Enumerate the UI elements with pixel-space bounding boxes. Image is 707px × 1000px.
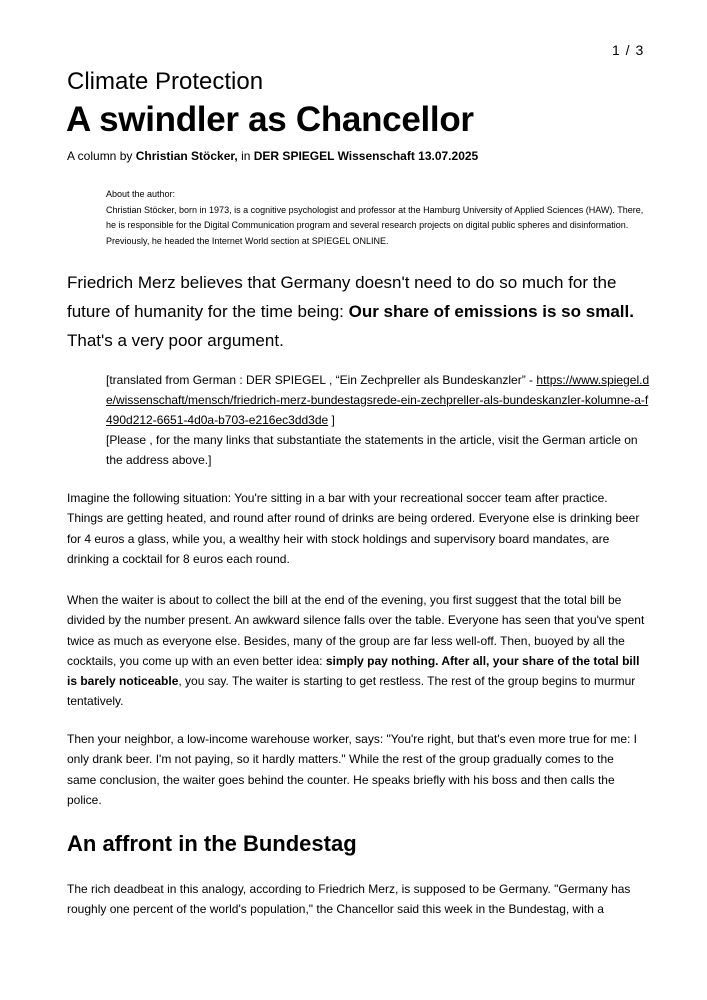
byline-connector: in: [237, 149, 254, 163]
paragraph-analogy: The rich deadbeat in this analogy, according to Friedrich Merz, is supposed to be Germany. "Germany has roughly one percent of the world's population," the Chancellor said this week in the Bundestag, with a: [67, 882, 631, 917]
about-author-heading: About the author:: [106, 189, 176, 199]
paragraph-bill-bold: simply pay nothing. After all, your share of the total bill is barely noticeable: [67, 653, 640, 689]
byline-prefix: A column by: [67, 149, 136, 163]
lead-text-2: That's a very poor argument.: [67, 331, 284, 350]
translation-links-note: [Please , for the many links that substantiate the statements in the article, visit the German article on the address above.]: [106, 433, 638, 467]
section-title: Climate Protection: [67, 68, 264, 95]
lead-bold: Our share of emissions is so small.: [348, 302, 634, 321]
byline: [67, 149, 478, 163]
subheading: An affront in the Bundestag: [67, 831, 357, 856]
paragraph-bill-text-1: When the waiter is about to collect the bill at the end of the evening, you first suggest that the total bill be divided by the number present. An awkward silence falls over the table. Everyone has seen that you've spent twice as much as everyone else. Besides, many of the group are far less well-off. Then, buoyed by all the cocktails, you come up with an even better idea:: [67, 593, 645, 668]
lead-paragraph: [67, 268, 647, 355]
source-article-link[interactable]: https://www.spiegel.de/wissenschaft/mensch/friedrich-merz-bundestagsrede-ein-zechpreller-als-bundeskanzler-kolumne-a-f490d212-6651-4d0a-b703-e216ec3dd3de: [106, 373, 650, 427]
about-author-text: Christian Stöcker, born in 1973, is a cognitive psychologist and professor at the Hamburg University of Applied Sciences (HAW). There, he is responsible for the Digital Communication program and several research projects on digital public spheres and disinformation. Previously, he headed the Internet World section at SPIEGEL ONLINE.: [106, 204, 644, 246]
paragraph-bill-text-2: , you say. The waiter is starting to get restless. The rest of the group begins to murmur tentatively.: [67, 674, 636, 709]
byline-publication: DER SPIEGEL Wissenschaft 13.07.2025: [253, 149, 479, 163]
article-headline: A swindler as Chancellor: [66, 100, 474, 139]
page-number: 1 / 3: [612, 42, 645, 58]
paragraph-bill: [67, 590, 645, 712]
paragraph-bar-scenario: Imagine the following situation: You're sitting in a bar with your recreational soccer team after practice. Things are getting heated, and round after round of drinks are being ordered. Everyone else is drinking beer for 4 euros a glass, while you, a wealthy heir with stock holdings and supervisory board mandates, are drinking a cocktail for 8 euros each round.: [67, 491, 640, 566]
about-author-box: [106, 187, 646, 249]
lead-text-1: Friedrich Merz believes that Germany doesn't need to do so much for the future of humanity for the time being:: [67, 273, 617, 321]
translation-source: [106, 370, 651, 430]
paragraph-neighbor: Then your neighbor, a low-income warehouse worker, says: "You're right, but that's even more true for me: I only drank beer. I'm not paying, so it hardly matters." While the rest of the group gradually comes to the same conclusion, the waiter goes behind the counter. He speaks briefly with his boss and then calls the police.: [67, 732, 638, 807]
translation-note: [106, 370, 651, 470]
byline-author: Christian Stöcker,: [135, 149, 238, 163]
translation-suffix: ]: [328, 413, 335, 427]
translation-prefix: [translated from German : DER SPIEGEL , “Ein Zechpreller als Bundeskanzler” -: [106, 373, 537, 387]
